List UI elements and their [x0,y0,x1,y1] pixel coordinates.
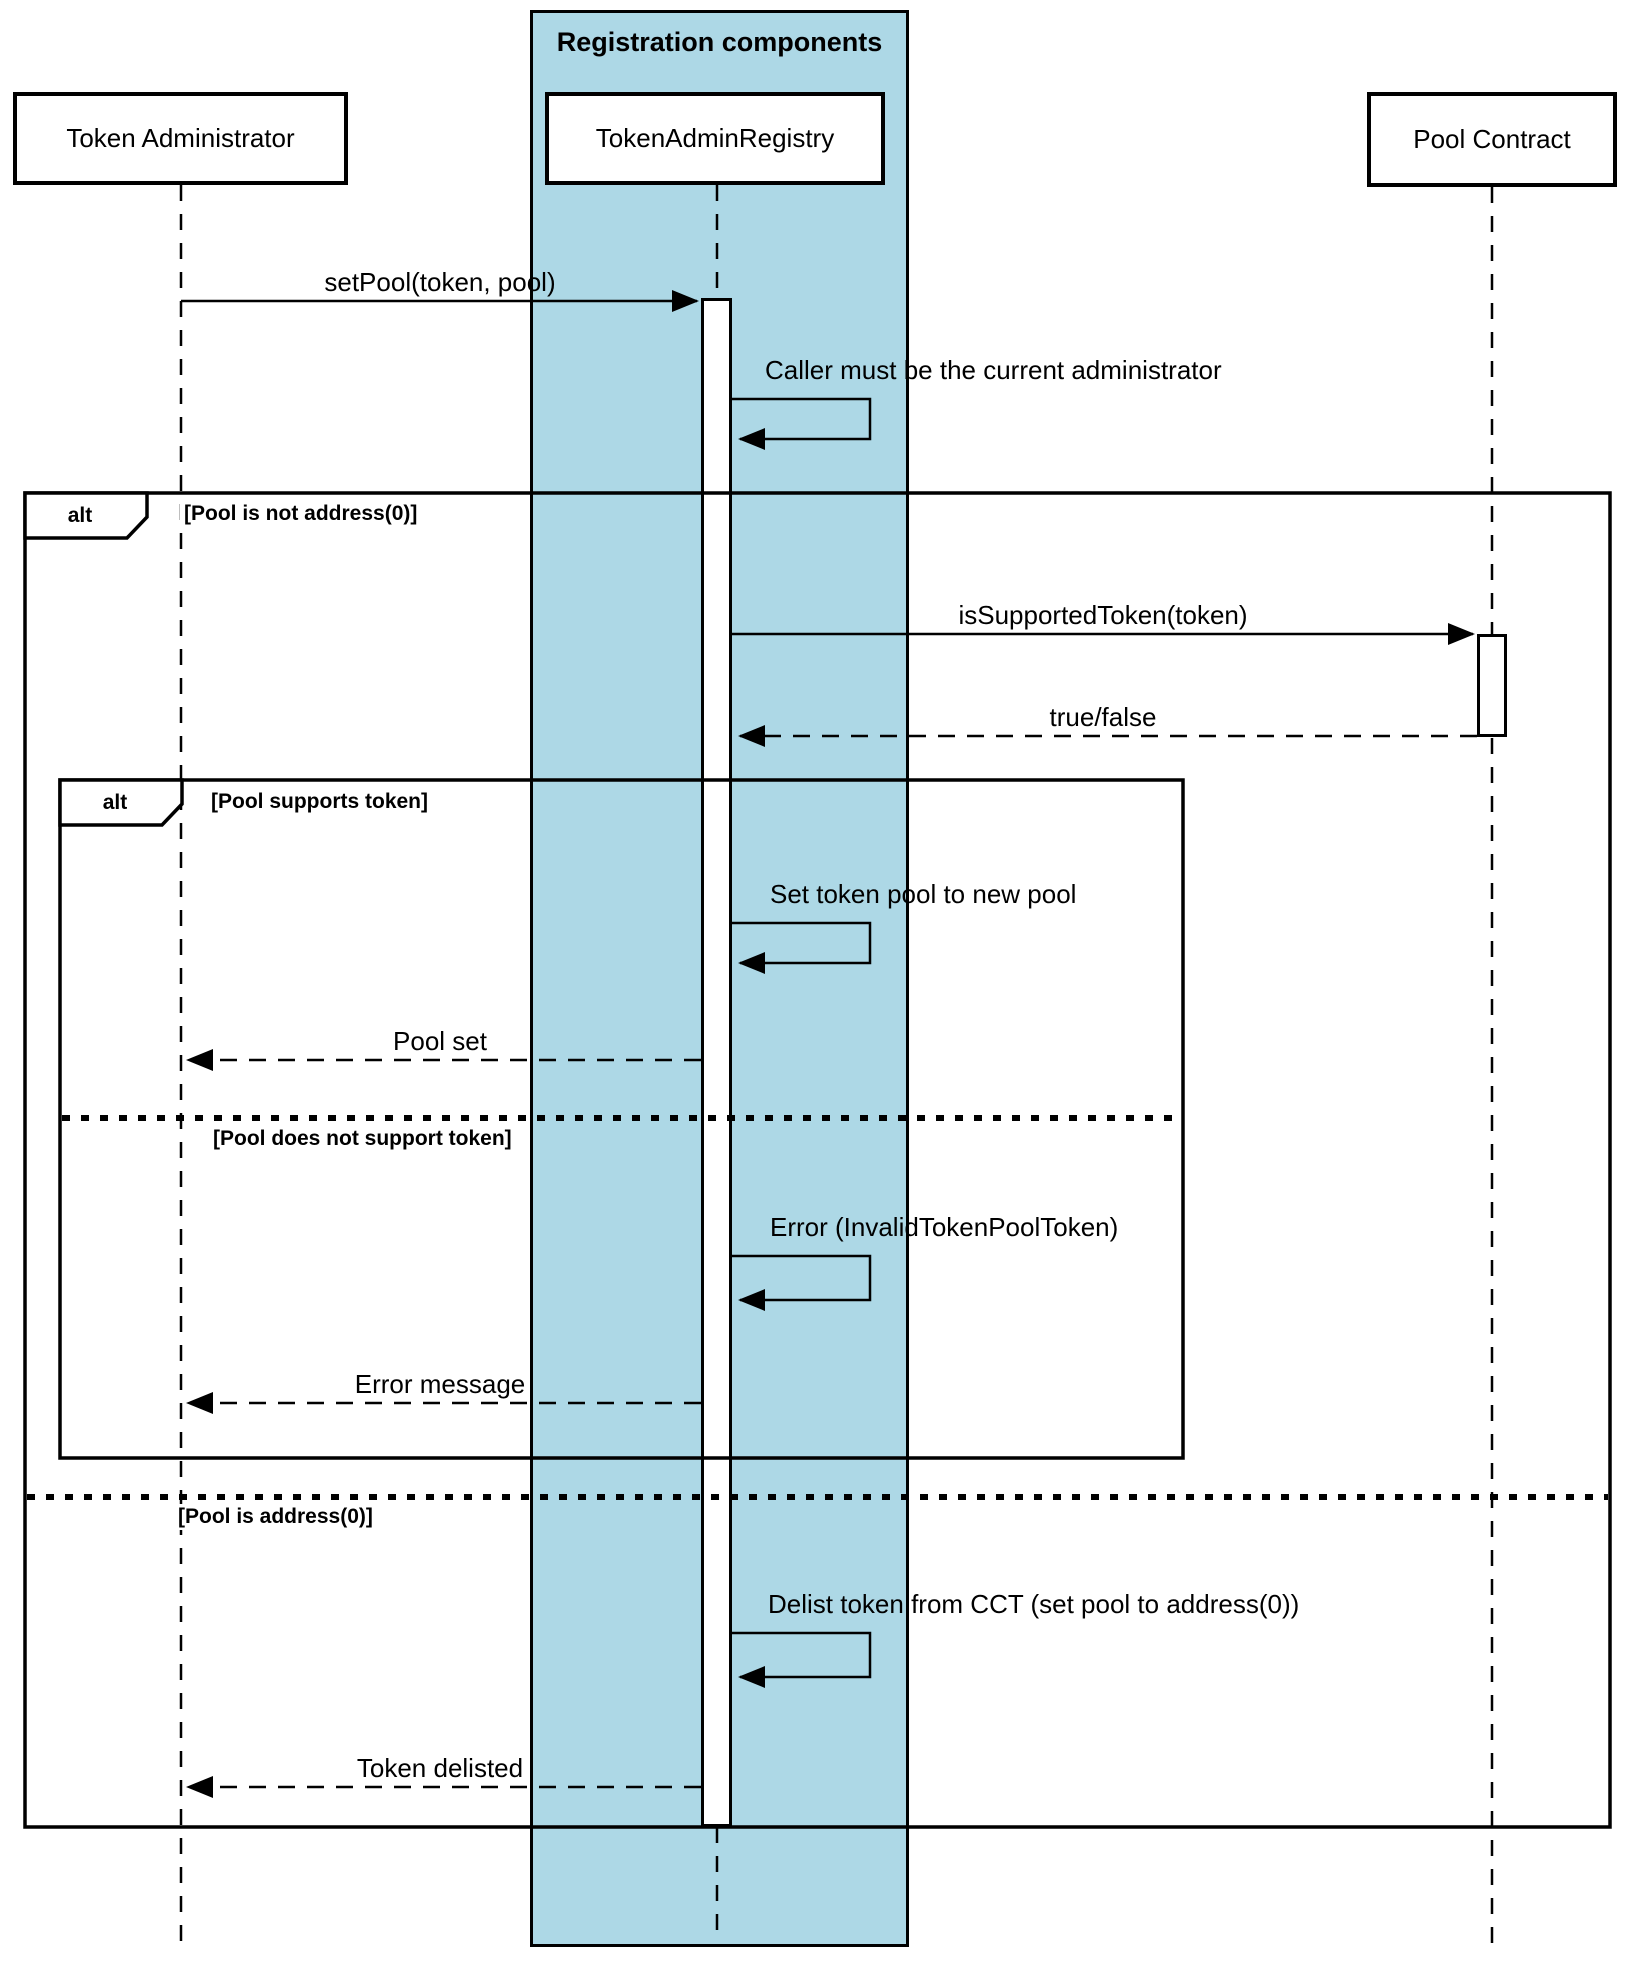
arrow-self-error-invalid [732,1256,870,1300]
message-delist-token: Delist token from CCT (set pool to address(0)) [768,1589,1300,1619]
message-error-message: Error message [354,1369,526,1399]
message-pool-set: Pool set [393,1026,487,1056]
arrow-self-caller-note [732,399,870,439]
condition-pool-not-address0: [Pool is not address(0)] [180,501,421,527]
condition-pool-does-not-support-token: [Pool does not support token] [209,1126,516,1152]
message-caller-note: Caller must be the current administrator [765,355,1222,385]
message-set-token-pool: Set token pool to new pool [770,879,1077,909]
group-title: Registration components [556,27,883,57]
message-is-supported-token: isSupportedToken(token) [958,600,1248,630]
arrow-self-delist-token [732,1633,870,1677]
actor-pool-contract-label: Pool Contract [1413,124,1571,154]
alt-frame-outer [25,493,1610,1827]
actor-token-admin-registry [545,92,885,185]
alt-operator-label-outer: alt [67,504,93,527]
arrow-self-set-token-pool [732,923,870,963]
actor-token-administrator-label: Token Administrator [66,123,295,153]
actor-token-admin-registry-label: TokenAdminRegistry [595,123,835,153]
message-true-false: true/false [1049,702,1157,732]
message-error-invalid: Error (InvalidTokenPoolToken) [770,1212,1119,1242]
condition-pool-supports-token: [Pool supports token] [207,789,432,815]
alt-operator-label-inner: alt [102,791,128,814]
message-set-pool: setPool(token, pool) [324,267,556,297]
message-token-delisted: Token delisted [356,1753,524,1783]
actor-pool-contract [1367,92,1617,187]
actor-token-administrator [13,92,348,185]
condition-pool-is-address0: [Pool is address(0)] [174,1504,377,1530]
